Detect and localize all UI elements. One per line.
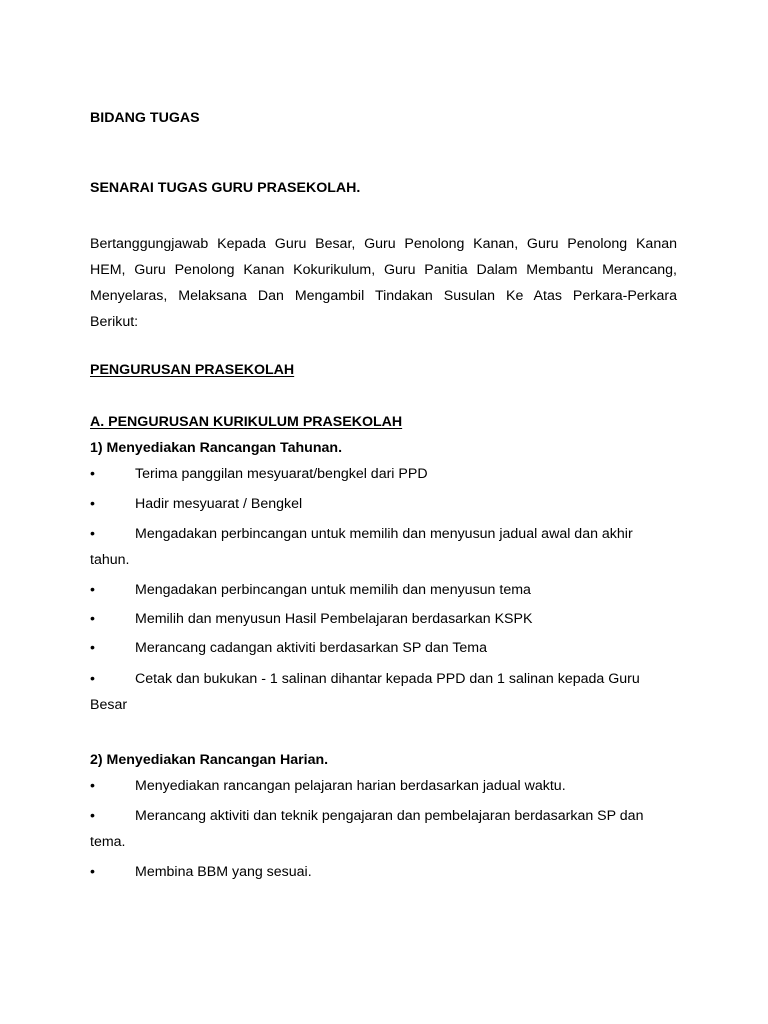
list-item-continuation: tema. (90, 834, 126, 850)
bullet-icon: • (90, 526, 95, 542)
bullet-icon: • (90, 864, 95, 880)
list-item-text: Cetak dan bukukan - 1 salinan dihantar kepada PPD dan 1 salinan kepada Guru (135, 671, 640, 687)
list-item-text: Hadir mesyuarat / Bengkel (135, 496, 303, 512)
section-title: PENGURUSAN PRASEKOLAH (90, 362, 295, 378)
item-1-title: 1) Menyediakan Rancangan Tahunan. (90, 440, 343, 456)
bullet-icon: • (90, 582, 95, 598)
subsection-title: A. PENGURUSAN KURIKULUM PRASEKOLAH (90, 414, 403, 430)
intro-line: Menyelaras, Melaksana Dan Mengambil Tindakan Susulan Ke Atas Perkara-Perkara (90, 288, 677, 304)
list-item-text: Menyediakan rancangan pelajaran harian berdasarkan jadual waktu. (135, 778, 566, 794)
bullet-icon: • (90, 496, 95, 512)
list-item-continuation: Besar (90, 697, 128, 713)
intro-line: Berikut: (90, 314, 139, 330)
list-title: SENARAI TUGAS GURU PRASEKOLAH. (90, 180, 361, 196)
list-item-text: Membina BBM yang sesuai. (135, 864, 312, 880)
bullet-icon: • (90, 671, 95, 687)
intro-paragraph (90, 231, 677, 335)
bullet-icon: • (90, 778, 95, 794)
item-2-title: 2) Menyediakan Rancangan Harian. (90, 752, 329, 768)
list-item-text: Mengadakan perbincangan untuk memilih dan menyusun tema (135, 582, 531, 598)
intro-line: HEM, Guru Penolong Kanan Kokurikulum, Guru Panitia Dalam Membantu Merancang, (90, 262, 677, 278)
list-item-text: Merancang aktiviti dan teknik pengajaran dan pembelajaran berdasarkan SP dan (135, 808, 644, 824)
bullet-icon: • (90, 611, 95, 627)
list-item-text: Mengadakan perbincangan untuk memilih dan menyusun jadual awal dan akhir (135, 526, 633, 542)
list-item-text: Terima panggilan mesyuarat/bengkel dari PPD (135, 466, 428, 482)
list-item-continuation: tahun. (90, 552, 130, 568)
bullet-icon: • (90, 466, 95, 482)
list-item-text: Memilih dan menyusun Hasil Pembelajaran berdasarkan KSPK (135, 611, 533, 627)
bullet-icon: • (90, 640, 95, 656)
intro-line: Bertanggungjawab Kepada Guru Besar, Guru Penolong Kanan, Guru Penolong Kanan (90, 236, 677, 252)
heading: BIDANG TUGAS (90, 110, 200, 126)
list-item-text: Merancang cadangan aktiviti berdasarkan SP dan Tema (135, 640, 488, 656)
bullet-icon: • (90, 808, 95, 824)
